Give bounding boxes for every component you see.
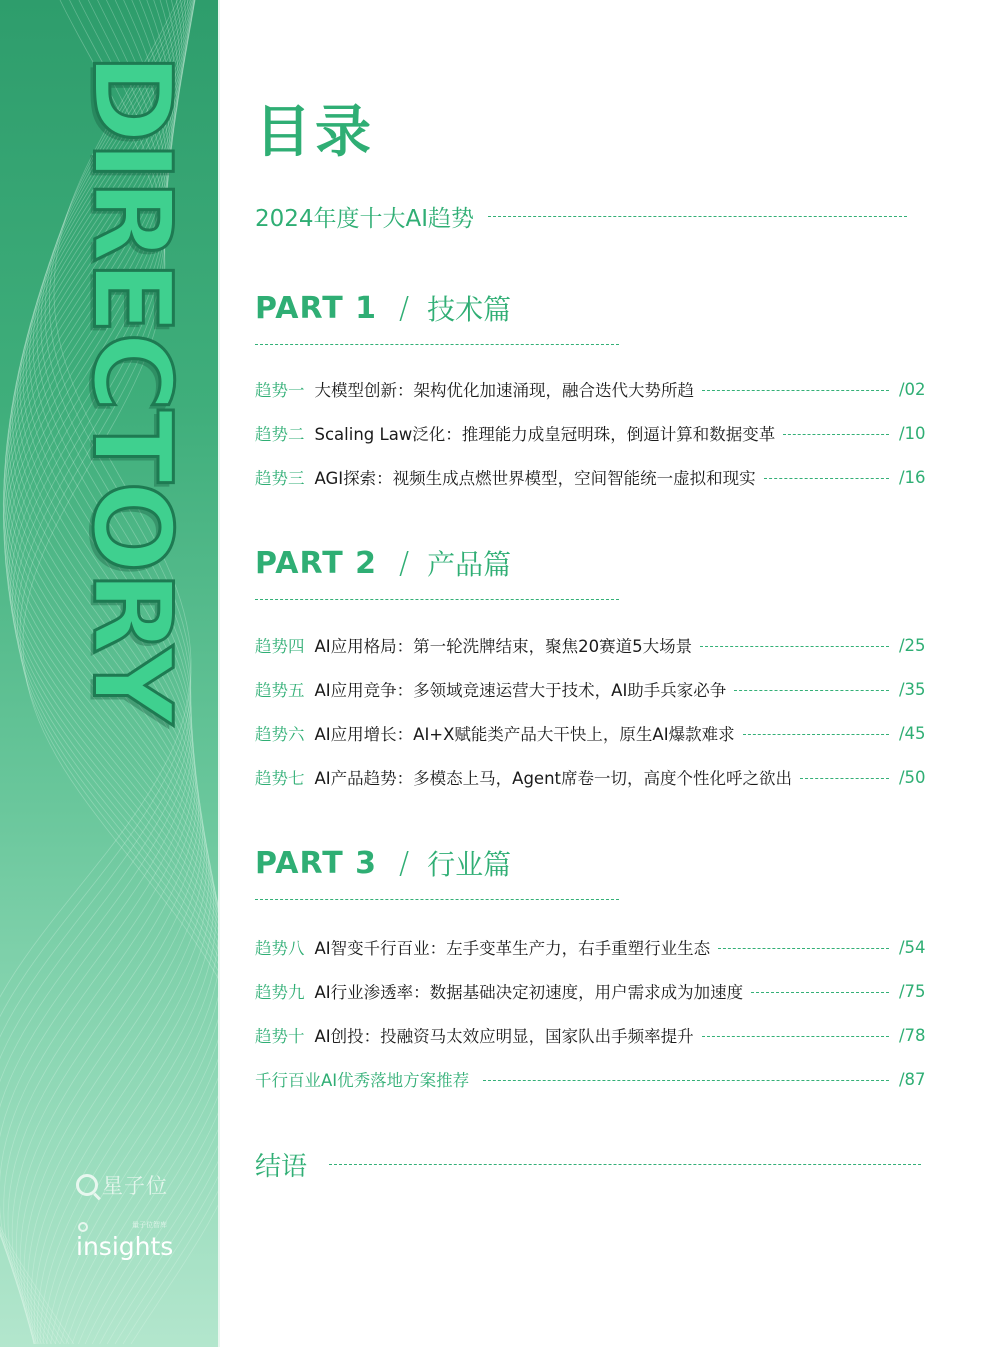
part-2-heading [255,541,619,600]
insights-logo [76,1218,176,1264]
trend-tag: 趋势二 [255,425,305,444]
dotted-leader [764,478,889,479]
trend-tag: 趋势六 [255,725,305,744]
year-heading-row[interactable] [255,200,907,233]
trend-title: AI产品趋势：多模态上马，Agent席卷一切，高度个性化呼之欲出 [314,769,792,788]
dotted-leader [488,216,907,217]
part-category: 行业篇 [427,848,512,881]
decorative-sidebar [0,0,220,1347]
conclusion-title: 结语 [255,1152,308,1182]
insights-logo-icon [78,1222,88,1232]
directory-word: DIRECTORY [68,53,194,723]
page-number: /87 [899,1069,926,1089]
part-number: PART 3 [255,845,377,881]
brand-logo [76,1170,168,1200]
dotted-leader [751,992,889,993]
trend-tag: 趋势十 [255,1027,305,1046]
page-number: /50 [899,767,926,787]
page-number: /75 [899,981,926,1001]
dotted-leader [700,646,889,647]
dotted-leader [702,390,889,391]
trend-tag: 趋势九 [255,983,305,1002]
part-underline [255,599,619,600]
page-number: /02 [899,379,926,399]
trend-title: AI行业渗透率：数据基础决定初速度，用户需求成为加速度 [314,983,744,1002]
part-slash: / [399,545,410,581]
magnifier-logo-icon [76,1174,98,1196]
part-slash: / [399,290,410,326]
trend-title: AGI探索：视频生成点燃世界模型，空间智能统一虚拟和现实 [314,469,756,488]
page-number: /35 [899,679,926,699]
part-slash: / [399,845,410,881]
trend-tag: 趋势五 [255,681,305,700]
dotted-leader [734,690,889,691]
trend-tag: 趋势四 [255,637,305,656]
part-number: PART 1 [255,290,377,326]
toc-entry[interactable] [255,979,926,1003]
toc-entry[interactable] [255,465,926,489]
brand-logo-text: 星子位 [102,1174,168,1198]
toc-entry[interactable] [255,1023,926,1047]
part-number: PART 2 [255,545,377,581]
year-heading: 2024年度十大AI趋势 [255,206,475,232]
trend-title: AI应用格局：第一轮洗牌结束，聚焦20赛道5大场景 [314,637,693,656]
solutions-title: 千行百业AI优秀落地方案推荐 [255,1071,470,1090]
conclusion-row[interactable] [255,1146,921,1183]
toc-entry[interactable] [255,421,926,445]
page-title: 目录 [255,100,375,165]
page-number: /45 [899,723,926,743]
toc-entry-solutions[interactable] [255,1067,926,1091]
dotted-leader [743,734,889,735]
toc-entry[interactable] [255,377,926,401]
part-underline [255,899,619,900]
part-category: 技术篇 [427,293,512,326]
part-underline [255,344,619,345]
trend-title: AI智变千行百业：左手变革生产力，右手重塑行业生态 [314,939,711,958]
page-number: /10 [899,423,926,443]
directory-vertical-title [60,53,200,723]
trend-title: AI应用竞争：多领域竞速运营大于技术，AI助手兵家必争 [314,681,727,700]
dotted-leader [783,434,889,435]
dotted-leader [483,1080,889,1081]
part-3-heading [255,841,619,900]
toc-entry[interactable] [255,765,926,789]
toc-entry[interactable] [255,935,926,959]
toc-entry[interactable] [255,633,926,657]
trend-title: Scaling Law泛化：推理能力成皇冠明珠，倒逼计算和数据变革 [314,425,776,444]
insights-logo-small: 量子位智库 [132,1221,167,1229]
toc-entry[interactable] [255,677,926,701]
page-number: /54 [899,937,926,957]
sidebar-edge [218,0,220,1347]
trend-tag: 趋势一 [255,381,305,400]
trend-title: AI创投：投融资马太效应明显，国家队出手频率提升 [314,1027,694,1046]
dotted-leader [702,1036,889,1037]
trend-title: 大模型创新：架构优化加速涌现，融合迭代大势所趋 [314,381,694,400]
page-number: /78 [899,1025,926,1045]
page-number: /25 [899,635,926,655]
trend-tag: 趋势三 [255,469,305,488]
trend-title: AI应用增长：AI+X赋能类产品大干快上，原生AI爆款难求 [314,725,735,744]
toc-entry[interactable] [255,721,926,745]
dotted-leader [800,778,889,779]
part-1-heading [255,286,619,345]
trend-tag: 趋势八 [255,939,305,958]
part-category: 产品篇 [427,548,512,581]
dotted-leader [718,948,889,949]
insights-logo-word: insights [76,1232,174,1261]
trend-tag: 趋势七 [255,769,305,788]
page-number: /16 [899,467,926,487]
dotted-leader [329,1164,921,1165]
